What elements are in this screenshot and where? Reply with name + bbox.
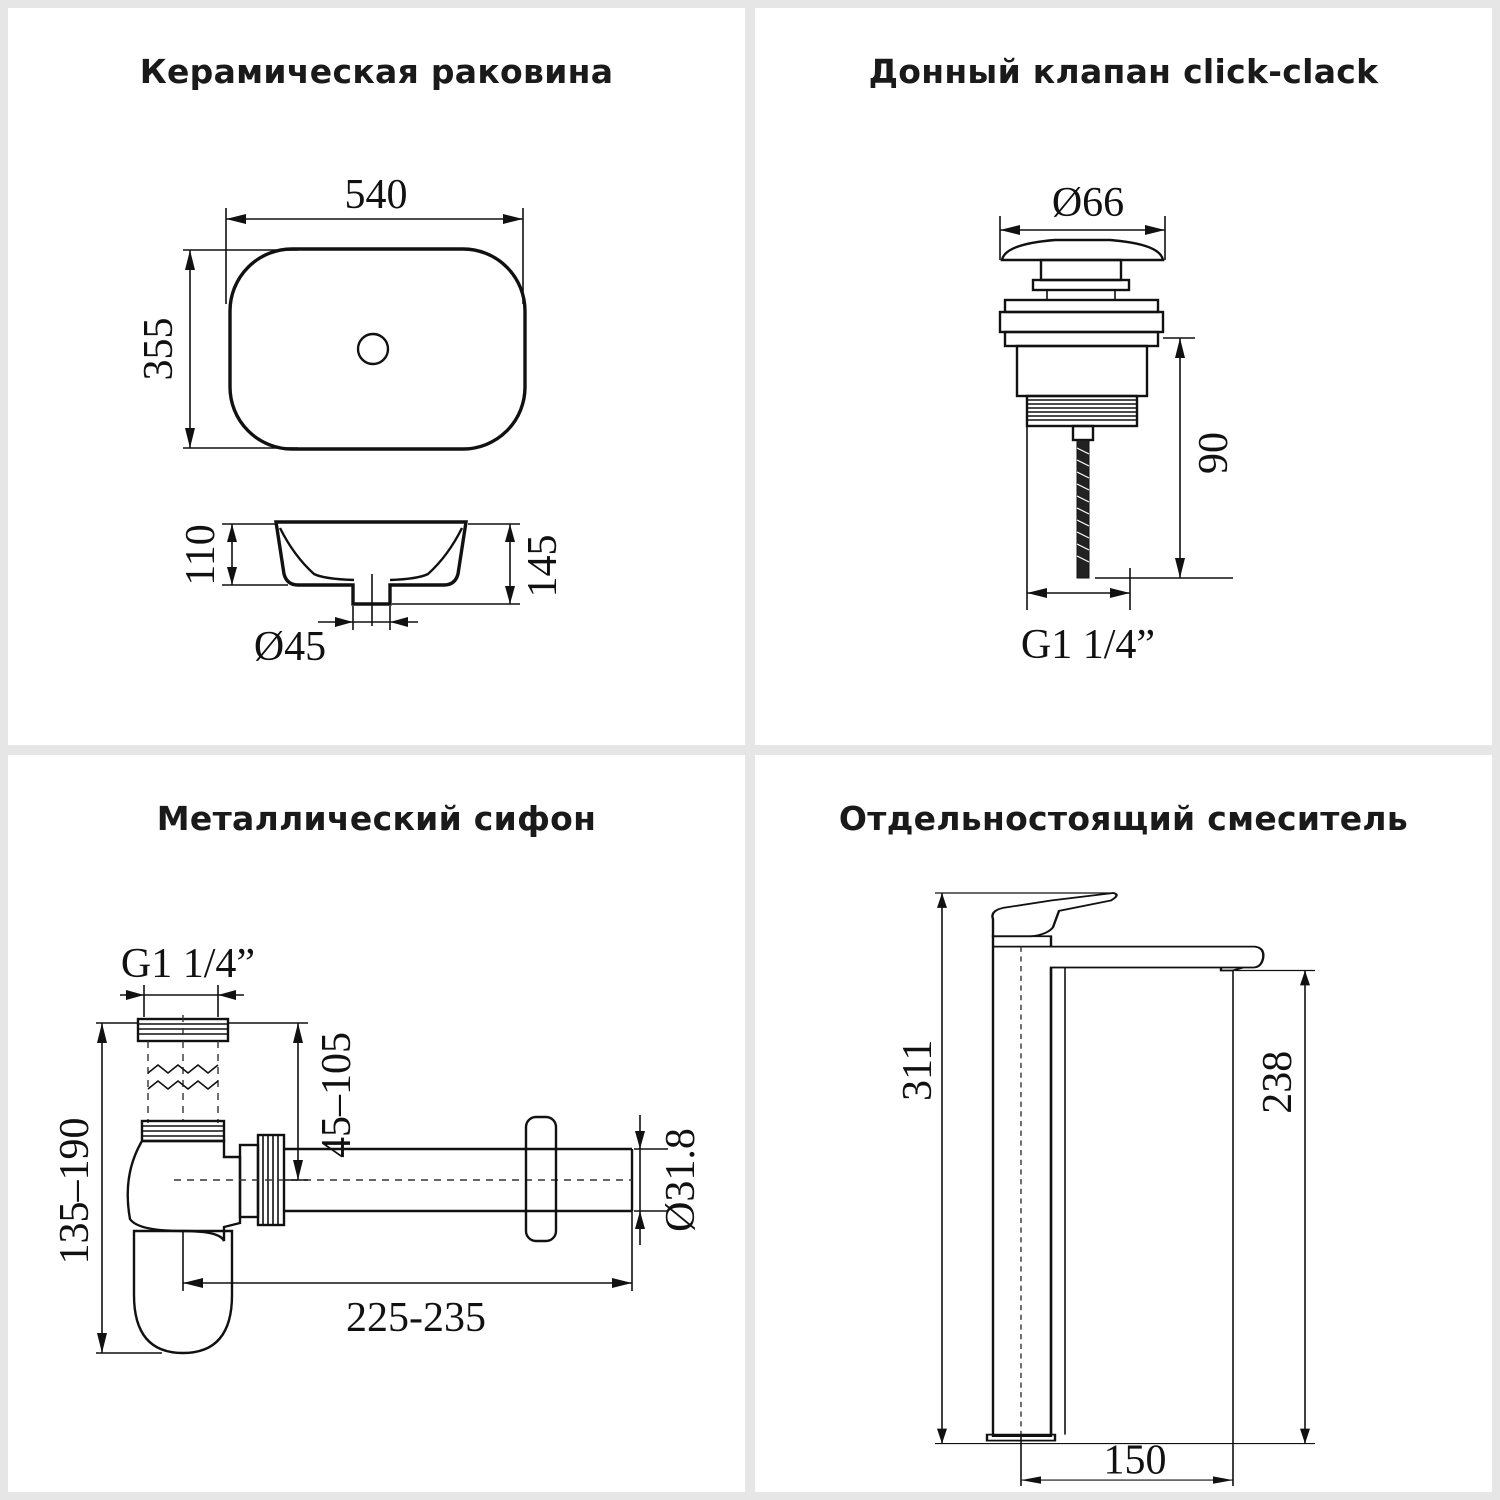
siphon-drawing — [8, 755, 745, 1492]
sink-width-label: 540 — [344, 172, 408, 218]
sink-drain-diameter-label: Ø45 — [253, 624, 327, 670]
faucet-body — [993, 936, 1263, 1436]
siphon-pipe-diameter-label: Ø31.8 — [658, 1128, 704, 1232]
faucet-total-height-label: 311 — [894, 1039, 942, 1102]
panel-title: Керамическая раковина — [139, 52, 614, 91]
siphon-thread-label: G1 1/4” — [120, 941, 256, 987]
sink-depth-label: 355 — [136, 317, 182, 381]
panel-title: Донный клапан click-clack — [868, 52, 1379, 91]
valve-cap — [1002, 240, 1163, 260]
sink-total-height-label: 145 — [520, 534, 566, 598]
panel-title: Металлический сифон — [156, 799, 597, 838]
faucet-spout-height-label: 238 — [1254, 1050, 1302, 1114]
faucet-lever — [992, 893, 1116, 936]
panel-click-clack-valve — [755, 8, 1492, 745]
valve-cap-diameter-label: Ø66 — [1051, 180, 1125, 226]
sink-top-outline — [230, 249, 525, 449]
valve-thread-label: G1 1/4” — [1020, 622, 1156, 668]
siphon-adjust-height-label: 45–105 — [314, 1032, 360, 1158]
valve-height-label: 90 — [1191, 432, 1237, 474]
siphon-total-height-label: 135–190 — [52, 1117, 98, 1265]
faucet-drawing — [755, 755, 1492, 1492]
panel-freestanding-mixer — [755, 755, 1492, 1492]
panel-title: Отдельностоящий смеситель — [838, 799, 1409, 838]
panel-metal-siphon — [8, 755, 745, 1492]
sink-bowl-height-label: 110 — [178, 524, 224, 586]
faucet-spout-reach-label: 150 — [1103, 1437, 1167, 1484]
siphon-wall-flange — [526, 1117, 556, 1241]
valve-body — [1017, 346, 1147, 396]
panel-ceramic-sink — [8, 8, 745, 745]
sink-drain-hole — [358, 334, 388, 364]
siphon-body — [128, 1141, 240, 1241]
valve-drawing — [755, 8, 1492, 745]
sink-drawing — [8, 8, 745, 745]
siphon-length-label: 225-235 — [346, 1295, 486, 1341]
